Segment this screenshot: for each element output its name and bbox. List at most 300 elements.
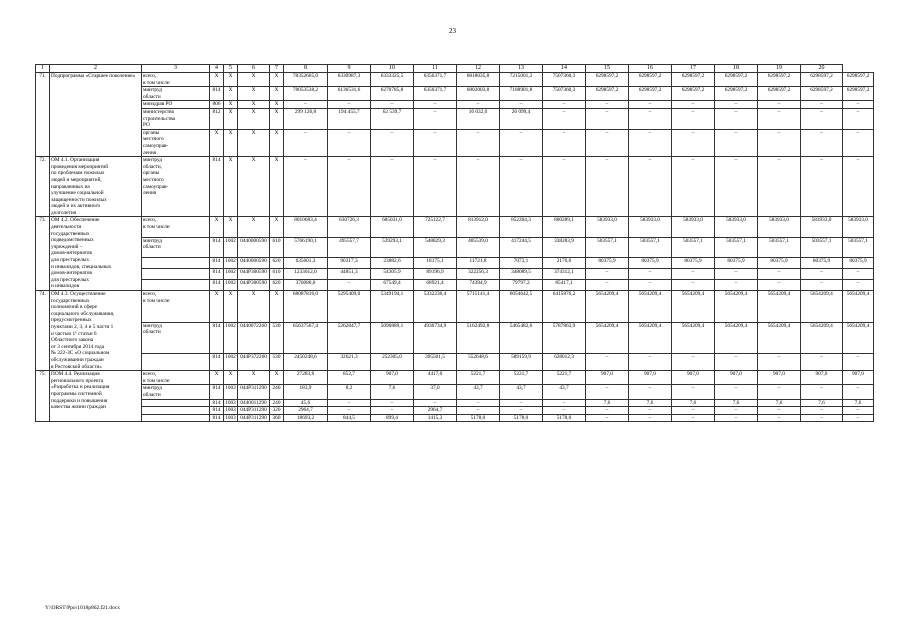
grbs-code-cell: 806 — [210, 101, 224, 109]
amount-cell: – — [629, 280, 672, 291]
amount-cell: – — [758, 101, 801, 109]
amount-cell: – — [500, 101, 543, 109]
amount-cell: 6054642,5 — [500, 291, 543, 323]
section-code-cell: X — [224, 108, 238, 129]
amount-cell: – — [843, 385, 874, 399]
executor-cell: минтруд области — [142, 385, 210, 399]
row-number-cell: 73. — [36, 217, 50, 291]
section-code-cell: X — [224, 157, 238, 217]
amount-cell: 800289,1 — [543, 217, 586, 237]
amount-cell: 907,0 — [672, 371, 715, 385]
amount-cell: – — [672, 385, 715, 399]
amount-cell: 85417,1 — [543, 280, 586, 291]
amount-cell: – — [629, 385, 672, 399]
executor-cell — [142, 399, 210, 407]
amount-cell: 80375,9 — [586, 258, 629, 269]
amount-cell: 5654209,4 — [843, 291, 874, 323]
amount-cell: 7,6 — [371, 385, 414, 399]
expense-type-cell: 240 — [270, 385, 284, 399]
amount-cell: 5178,0 — [543, 414, 586, 422]
amount-cell: 685031,0 — [371, 217, 414, 237]
table-row — [36, 217, 874, 237]
column-number-cell: 1 — [36, 65, 50, 73]
executor-cell: органы местного самоуправ- ления — [142, 129, 210, 156]
amount-cell: 67549,4 — [371, 280, 414, 291]
table-row — [36, 157, 874, 217]
target-article-cell: X — [238, 73, 270, 87]
amount-cell: 2450248,6 — [284, 354, 328, 371]
table-row — [36, 258, 874, 269]
amount-cell: 5654209,4 — [586, 322, 629, 354]
amount-cell: – — [843, 354, 874, 371]
amount-cell: 5654209,4 — [758, 291, 801, 323]
amount-cell: 299 126,8 — [284, 108, 328, 129]
program-name-cell: Подпрограмма «Старшее поколение» — [50, 73, 142, 157]
column-number-cell: 15 — [586, 65, 629, 73]
amount-cell: – — [672, 414, 715, 422]
amount-cell: 725122,7 — [414, 217, 457, 237]
column-number-cell: 3 — [142, 65, 210, 73]
amount-cell: 252305,0 — [371, 354, 414, 371]
amount-cell: 6298597,2 — [715, 87, 758, 101]
grbs-code-cell: 814 — [210, 354, 224, 371]
amount-cell: – — [500, 129, 543, 156]
amount-cell: 90317,3 — [328, 258, 371, 269]
amount-cell: 6298597,2 — [758, 73, 801, 87]
amount-cell: – — [715, 385, 758, 399]
amount-cell: – — [801, 108, 843, 129]
amount-cell: – — [843, 407, 874, 415]
amount-cell: 852,7 — [328, 371, 371, 385]
amount-cell: – — [586, 101, 629, 109]
target-article-cell: 044Р300590 — [238, 280, 270, 291]
amount-cell: 6298597,2 — [629, 87, 672, 101]
row-number-cell: 71. — [36, 73, 50, 157]
expense-type-cell: 620 — [270, 258, 284, 269]
expense-type-cell: X — [270, 129, 284, 156]
table-row — [36, 269, 874, 280]
executor-cell — [142, 407, 210, 415]
amount-cell: – — [758, 407, 801, 415]
amount-cell: – — [586, 414, 629, 422]
amount-cell: 68087816,0 — [284, 291, 328, 323]
amount-cell: – — [672, 129, 715, 156]
amount-cell: 4936734,9 — [414, 322, 457, 354]
amount-cell: – — [371, 129, 414, 156]
amount-cell: 635601,3 — [284, 258, 328, 269]
amount-cell: – — [715, 101, 758, 109]
target-article-cell: X — [238, 157, 270, 217]
amount-cell: – — [586, 129, 629, 156]
expense-type-cell: 360 — [270, 414, 284, 422]
amount-cell: 45,6 — [284, 399, 328, 407]
budget-table — [35, 64, 874, 422]
grbs-code-cell: X — [210, 371, 224, 385]
amount-cell: – — [328, 129, 371, 156]
grbs-code-cell: 814 — [210, 414, 224, 422]
amount-cell: – — [586, 407, 629, 415]
amount-cell: 583933,0 — [801, 217, 843, 237]
amount-cell: – — [543, 101, 586, 109]
amount-cell: – — [414, 399, 457, 407]
amount-cell: – — [629, 101, 672, 109]
amount-cell: 1233012,0 — [284, 269, 328, 280]
amount-cell: – — [284, 129, 328, 156]
amount-cell: 7215001,2 — [500, 73, 543, 87]
grbs-code-cell: 814 — [210, 280, 224, 291]
amount-cell: 5654209,4 — [758, 322, 801, 354]
amount-cell: – — [843, 101, 874, 109]
column-number-cell: 6 — [238, 65, 270, 73]
amount-cell: 5654209,4 — [672, 291, 715, 323]
amount-cell: – — [801, 129, 843, 156]
expense-type-cell: 610 — [270, 237, 284, 257]
amount-cell: 194 455,7 — [328, 108, 371, 129]
amount-cell: – — [586, 108, 629, 129]
amount-cell: 7,6 — [801, 399, 843, 407]
expense-type-cell: X — [270, 217, 284, 237]
amount-cell: – — [801, 407, 843, 415]
amount-cell: – — [543, 157, 586, 217]
amount-cell: – — [284, 101, 328, 109]
amount-cell: – — [457, 101, 500, 109]
amount-cell: – — [371, 399, 414, 407]
amount-cell: 844,5 — [328, 414, 371, 422]
amount-cell: – — [586, 157, 629, 217]
amount-cell: 78053538,2 — [284, 87, 328, 101]
amount-cell: 2176,0 — [543, 258, 586, 269]
amount-cell: 1415,3 — [414, 414, 457, 422]
section-code-cell: 1002 — [224, 269, 238, 280]
column-number-cell: 9 — [328, 65, 371, 73]
amount-cell: – — [414, 101, 457, 109]
amount-cell: 5654209,4 — [801, 322, 843, 354]
amount-cell: 74394,9 — [457, 280, 500, 291]
table-row — [36, 87, 874, 101]
amount-cell: 5332236,4 — [414, 291, 457, 323]
amount-cell: 5787863,9 — [543, 322, 586, 354]
amount-cell: 7,6 — [629, 399, 672, 407]
table-row — [36, 414, 874, 422]
executor-cell: минтруд области, органы местного самоуправ- ления — [142, 157, 210, 217]
section-code-cell: X — [224, 101, 238, 109]
amount-cell: 539293,1 — [371, 237, 414, 257]
amount-cell: – — [457, 129, 500, 156]
target-article-cell: X — [238, 371, 270, 385]
amount-cell: 5654209,4 — [672, 322, 715, 354]
amount-cell: 54305,9 — [371, 269, 414, 280]
amount-cell: – — [715, 414, 758, 422]
amount-cell: 7,6 — [758, 399, 801, 407]
target-article-cell: 0440000590 — [238, 258, 270, 269]
executor-cell: минтруд области — [142, 237, 210, 257]
amount-cell: 5654209,4 — [801, 291, 843, 323]
amount-cell: – — [801, 385, 843, 399]
table-row — [36, 385, 874, 399]
amount-cell: 6298597,2 — [801, 87, 843, 101]
amount-cell: 395501,5 — [414, 354, 457, 371]
amount-cell: 899,4 — [371, 414, 414, 422]
amount-cell: 68921,4 — [414, 280, 457, 291]
amount-cell: – — [457, 407, 500, 415]
amount-cell: 80375,9 — [715, 258, 758, 269]
executor-cell: министерство строительства РО — [142, 108, 210, 129]
section-code-cell: 1002 — [224, 280, 238, 291]
amount-cell: 5178,0 — [457, 414, 500, 422]
amount-cell: – — [328, 399, 371, 407]
amount-cell: – — [543, 407, 586, 415]
column-number-cell: 16 — [629, 65, 672, 73]
amount-cell: 6136531,6 — [328, 87, 371, 101]
amount-cell: 5221,7 — [500, 371, 543, 385]
amount-cell: – — [843, 157, 874, 217]
amount-cell: – — [758, 280, 801, 291]
amount-cell: – — [457, 399, 500, 407]
amount-cell: – — [843, 280, 874, 291]
amount-cell: 80375,9 — [758, 258, 801, 269]
amount-cell: 907,0 — [586, 371, 629, 385]
table-row — [36, 101, 874, 109]
executor-cell — [142, 269, 210, 280]
column-number-cell: 19 — [758, 65, 801, 73]
section-code-cell: X — [224, 217, 238, 237]
amount-cell: 16 032,0 — [457, 108, 500, 129]
program-name-cell: ОМ 4.2. Обеспечение деятельности государственных подведомственных учреждений – домов-интернатов для престарелых и инвалидов, специальных домов-интернатов для престарелых и инвалидов — [50, 217, 142, 291]
amount-cell: 6298597,2 — [586, 73, 629, 87]
target-article-cell: X — [238, 87, 270, 101]
amount-cell: – — [371, 157, 414, 217]
amount-cell: 6298597,2 — [843, 87, 874, 101]
amount-cell: – — [328, 101, 371, 109]
grbs-code-cell: 814 — [210, 157, 224, 217]
amount-cell: 348089,5 — [500, 269, 543, 280]
target-article-cell: 044Р311290 — [238, 385, 270, 399]
amount-cell: – — [758, 157, 801, 217]
amount-cell: 80375,9 — [801, 258, 843, 269]
expense-type-cell: 320 — [270, 407, 284, 415]
amount-cell: – — [672, 407, 715, 415]
amount-cell: 503557,1 — [801, 237, 843, 257]
column-number-cell: 8 — [284, 65, 328, 73]
amount-cell: 11721,8 — [457, 258, 500, 269]
amount-cell: – — [414, 129, 457, 156]
target-article-cell: 0440000590 — [238, 237, 270, 257]
amount-cell: 6298597,2 — [715, 73, 758, 87]
amount-cell: – — [500, 399, 543, 407]
amount-cell: 503557,1 — [843, 237, 874, 257]
amount-cell: 405539,0 — [457, 237, 500, 257]
amount-cell: – — [801, 101, 843, 109]
amount-cell: – — [371, 407, 414, 415]
amount-cell: 503557,1 — [586, 237, 629, 257]
amount-cell: – — [801, 414, 843, 422]
section-code-cell: X — [224, 291, 238, 323]
amount-cell: 495557,7 — [328, 237, 371, 257]
column-number-cell: 7 — [270, 65, 284, 73]
amount-cell: – — [801, 354, 843, 371]
amount-cell: 552648,6 — [457, 354, 500, 371]
grbs-code-cell: X — [210, 217, 224, 237]
amount-cell: 583933,0 — [843, 217, 874, 237]
amount-cell: – — [843, 414, 874, 422]
amount-cell: 5715141,4 — [457, 291, 500, 323]
amount-cell: 37,0 — [414, 385, 457, 399]
amount-cell: 503557,1 — [758, 237, 801, 257]
amount-cell: 6298597,2 — [758, 87, 801, 101]
file-path-footer: Y:\ORST\Ppo\1018p862.f21.docx — [45, 605, 120, 611]
amount-cell: 583933,0 — [715, 217, 758, 237]
amount-cell: – — [414, 157, 457, 217]
amount-cell: 89196,9 — [414, 269, 457, 280]
amount-cell: 322256,3 — [457, 269, 500, 280]
expense-type-cell: 620 — [270, 280, 284, 291]
amount-cell: – — [629, 414, 672, 422]
executor-cell: минздрав РО — [142, 101, 210, 109]
target-article-cell: X — [238, 101, 270, 109]
amount-cell: – — [586, 280, 629, 291]
amount-cell: 6298597,2 — [586, 87, 629, 101]
amount-cell: 6298597,2 — [672, 87, 715, 101]
amount-cell: 5465482,6 — [500, 322, 543, 354]
amount-cell: – — [758, 108, 801, 129]
amount-cell: 583933,0 — [672, 217, 715, 237]
amount-cell: 2964,7 — [284, 407, 328, 415]
amount-cell: 44851,3 — [328, 269, 371, 280]
amount-cell: – — [672, 354, 715, 371]
expense-type-cell: X — [270, 87, 284, 101]
table-row — [36, 129, 874, 156]
table-row — [36, 73, 874, 87]
amount-cell: 26 099,4 — [500, 108, 543, 129]
program-name-cell: ОМ 4.3. Осуществление государственных полномочий в сфере социального обслуживания, предусмотренных пунктами 2, 3, 4 и 5 части 1 и частью 1¹ статьи 6 Областного закона от 3 сентября 2014 года № 222-ЗС «О социальном обслуживании граждан в Ростовской области» — [50, 291, 142, 371]
page-number: 23 — [449, 27, 456, 35]
amount-cell: 338283,9 — [543, 237, 586, 257]
section-code-cell: 1003 — [225, 399, 236, 406]
expense-type-cell: 530 — [270, 322, 284, 354]
amount-cell: 80375,9 — [672, 258, 715, 269]
amount-cell: – — [586, 354, 629, 371]
amount-cell: 628012,3 — [543, 354, 586, 371]
amount-cell: – — [629, 269, 672, 280]
expense-type-cell: X — [270, 73, 284, 87]
amount-cell: – — [586, 385, 629, 399]
grbs-code-cell: 814 — [210, 322, 224, 354]
amount-cell: – — [715, 129, 758, 156]
amount-cell: 65637567,4 — [284, 322, 328, 354]
target-article-cell: X — [238, 108, 270, 129]
amount-cell: 18693,2 — [284, 414, 328, 422]
section-code-cell: X — [224, 371, 238, 385]
expense-type-cell: 610 — [270, 269, 284, 280]
grbs-code-cell: X — [210, 73, 224, 87]
amount-cell: 7,6 — [672, 399, 715, 407]
section-code-cell: X — [224, 87, 238, 101]
grbs-code-cell: 814 — [210, 258, 224, 269]
amount-cell: 7507360,3 — [543, 87, 586, 101]
amount-cell: – — [715, 407, 758, 415]
amount-cell: – — [328, 157, 371, 217]
amount-cell: – — [629, 129, 672, 156]
amount-cell: – — [715, 280, 758, 291]
section-code-cell: 1002 — [224, 354, 238, 371]
column-number-cell: 12 — [457, 65, 500, 73]
amount-cell: 813912,0 — [457, 217, 500, 237]
amount-cell: – — [843, 129, 874, 156]
amount-cell: 7,6 — [843, 399, 874, 407]
expense-type-cell: X — [270, 108, 284, 129]
amount-cell: 2964,7 — [414, 407, 457, 415]
amount-cell: 79797,2 — [500, 280, 543, 291]
executor-cell: минтруд области — [142, 322, 210, 354]
target-article-cell: X — [238, 129, 270, 156]
amount-cell: 6298597,2 — [672, 73, 715, 87]
amount-cell: 5096889,1 — [371, 322, 414, 354]
amount-cell: 583933,0 — [758, 217, 801, 237]
amount-cell: 6356371,7 — [414, 73, 457, 87]
amount-cell: 5295409,0 — [328, 291, 371, 323]
amount-cell: 6356371,7 — [414, 87, 457, 101]
amount-cell: 5654209,4 — [586, 291, 629, 323]
section-code-cell: 1002 — [224, 237, 238, 257]
amount-cell: 5262847,7 — [328, 322, 371, 354]
amount-cell: 8,2 — [328, 385, 371, 399]
column-number-row — [36, 65, 874, 73]
expense-type-cell: 240 — [270, 399, 284, 407]
amount-cell: – — [629, 354, 672, 371]
amount-cell: – — [629, 157, 672, 217]
expense-type-cell: X — [270, 371, 284, 385]
table-row — [36, 407, 874, 415]
amount-cell: – — [328, 407, 371, 415]
amount-cell: 376080,0 — [284, 280, 328, 291]
grbs-code-cell: 814 — [210, 237, 224, 257]
column-number-cell: 13 — [500, 65, 543, 73]
grbs-code-cell: 814 — [210, 269, 224, 280]
amount-cell: – — [629, 108, 672, 129]
amount-cell: 43,7 — [543, 385, 586, 399]
amount-cell: 23882,6 — [371, 258, 414, 269]
amount-cell: 6298597,2 — [629, 73, 672, 87]
column-number-cell: 20 — [801, 65, 843, 73]
table-row — [36, 354, 874, 371]
amount-cell: 6333325,5 — [371, 73, 414, 87]
amount-cell: – — [500, 157, 543, 217]
grbs-code-cell: 812 — [210, 108, 224, 129]
program-name-cell: ПОМ 4.4. Реализация регионального проекта «Разработка и реализация программы системной поддержки и повышения качества жизни граждан — [50, 371, 142, 422]
amount-cell: – — [715, 157, 758, 217]
amount-cell: – — [629, 407, 672, 415]
amount-cell: 7073,1 — [500, 258, 543, 269]
section-code-cell: X — [224, 129, 238, 156]
amount-cell: – — [672, 108, 715, 129]
amount-cell: 503557,1 — [672, 237, 715, 257]
amount-cell: 907,0 — [843, 371, 874, 385]
amount-cell: – — [543, 399, 586, 407]
amount-cell: – — [843, 269, 874, 280]
amount-cell: 907,0 — [758, 371, 801, 385]
amount-cell: – — [543, 108, 586, 129]
amount-cell: 6802003,8 — [457, 87, 500, 101]
target-article-cell: X — [238, 217, 270, 237]
amount-cell: 80375,9 — [629, 258, 672, 269]
target-article-cell: 044Р311290 — [238, 414, 270, 422]
amount-cell: 80375,9 — [843, 258, 874, 269]
grbs-code-cell: 814 — [210, 399, 224, 407]
expense-type-cell: X — [270, 291, 284, 323]
amount-cell: 5654209,4 — [715, 291, 758, 323]
amount-cell: – — [715, 269, 758, 280]
row-number-cell: 75. — [36, 371, 50, 422]
